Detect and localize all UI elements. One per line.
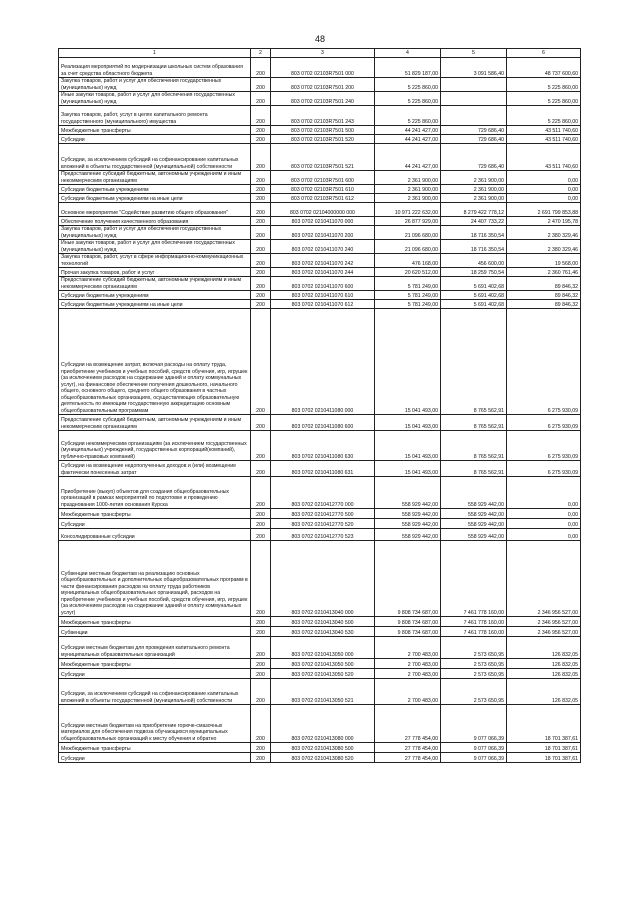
row-col6-value: 48 737 600,60 — [507, 58, 581, 78]
row-code-cell: 803 0702 0210411080 631 — [271, 461, 375, 477]
row-code-cell: 803 0702 02103R7501 240 — [271, 92, 375, 106]
row-col6-value: 2 346 956 527,00 — [507, 617, 581, 627]
row-col5-value — [441, 106, 507, 126]
row-code-cell: 803 0702 0210411070 200 — [271, 226, 375, 240]
row-col6-value: 43 511 740,60 — [507, 135, 581, 144]
row-col4-value: 558 929 442,00 — [375, 477, 441, 509]
row-col5-value: 2 573 650,95 — [441, 669, 507, 679]
row-code-cell: 803 0702 0210411080 600 — [271, 415, 375, 431]
row-r-cell: 200 — [251, 106, 271, 126]
row-code-cell: 803 0702 02103R7501 610 — [271, 185, 375, 194]
row-col4-value: 51 829 187,00 — [375, 58, 441, 78]
row-code-cell: 803 0702 0210413080 520 — [271, 753, 375, 763]
row-col4-value: 15 041 493,00 — [375, 415, 441, 431]
row-col4-value: 2 700 483,00 — [375, 637, 441, 659]
row-col6-value: 43 511 740,60 — [507, 126, 581, 135]
row-col5-value — [441, 92, 507, 106]
table-row — [59, 268, 581, 277]
table-row — [59, 185, 581, 194]
row-r-cell: 200 — [251, 217, 271, 226]
row-name-cell: Межбюджетные трансферты — [59, 743, 251, 753]
page-number: 48 — [314, 34, 325, 44]
row-col4-value: 15 041 493,00 — [375, 461, 441, 477]
row-name-cell: Закупка товаров, работ, услуг в целях капитального ремонта государственного (муниципального) имущества — [59, 106, 251, 126]
row-col6-value: 43 511 740,60 — [507, 144, 581, 171]
row-r-cell: 200 — [251, 240, 271, 254]
row-r-cell: 200 — [251, 309, 271, 415]
row-col4-value: 5 781 249,00 — [375, 300, 441, 309]
row-r-cell: 200 — [251, 541, 271, 617]
row-r-cell: 200 — [251, 477, 271, 509]
table-row — [59, 240, 581, 254]
row-col6-value: 0,00 — [507, 529, 581, 541]
row-r-cell: 200 — [251, 194, 271, 203]
row-name-cell: Межбюджетные трансферты — [59, 126, 251, 135]
row-r-cell: 200 — [251, 659, 271, 669]
column-header: 1 — [59, 49, 251, 58]
row-col4-value: 9 808 734 687,00 — [375, 617, 441, 627]
row-code-cell: 803 0702 0210412770 500 — [271, 509, 375, 519]
row-name-cell: Субсидии на возмещение недополученных доходов и (или) возмещение фактически понесенных затрат — [59, 461, 251, 477]
row-col6-value: 5 225 860,00 — [507, 106, 581, 126]
row-r-cell: 200 — [251, 277, 271, 291]
row-col5-value: 7 461 778 160,00 — [441, 617, 507, 627]
budget-table — [58, 48, 581, 763]
row-code-cell: 803 0702 0210413040 000 — [271, 541, 375, 617]
row-col4-value: 10 971 222 632,00 — [375, 203, 441, 217]
row-name-cell: Предоставление субсидий бюджетным, автономным учреждениям и иным некоммерческим организациям — [59, 277, 251, 291]
row-col6-value: 89 846,32 — [507, 277, 581, 291]
row-col6-value: 0,00 — [507, 519, 581, 529]
row-name-cell: Субсидии бюджетным учреждениям на иные цели — [59, 300, 251, 309]
row-col4-value: 5 781 249,00 — [375, 291, 441, 300]
row-r-cell: 200 — [251, 753, 271, 763]
row-code-cell: 803 0702 0210411070 610 — [271, 291, 375, 300]
row-col5-value: 24 407 733,22 — [441, 217, 507, 226]
row-r-cell: 200 — [251, 135, 271, 144]
row-col4-value: 15 041 493,00 — [375, 431, 441, 461]
row-r-cell: 200 — [251, 669, 271, 679]
row-col5-value: 729 686,40 — [441, 144, 507, 171]
row-name-cell: Обеспечение получения качественного образования — [59, 217, 251, 226]
row-r-cell: 200 — [251, 203, 271, 217]
row-name-cell: Основное мероприятие "Содействие развитию общего образования" — [59, 203, 251, 217]
row-col5-value: 2 573 650,95 — [441, 637, 507, 659]
table-row — [59, 277, 581, 291]
row-col4-value: 558 929 442,00 — [375, 529, 441, 541]
row-r-cell: 200 — [251, 291, 271, 300]
row-col4-value: 26 877 929,00 — [375, 217, 441, 226]
row-col4-value: 2 700 483,00 — [375, 679, 441, 705]
row-code-cell: 803 0702 02103R7501 612 — [271, 194, 375, 203]
column-header: 5 — [441, 49, 507, 58]
row-col6-value: 6 275 930,09 — [507, 431, 581, 461]
table-row — [59, 203, 581, 217]
row-code-cell: 803 0702 0210411070 600 — [271, 277, 375, 291]
row-col6-value: 6 275 930,09 — [507, 309, 581, 415]
row-col4-value: 558 929 442,00 — [375, 519, 441, 529]
row-col5-value: 2 361 900,00 — [441, 171, 507, 185]
table-row — [59, 431, 581, 461]
row-col5-value: 558 929 442,00 — [441, 509, 507, 519]
row-name-cell: Предоставление субсидий бюджетным, автономным учреждениям и иным некоммерческим организациям — [59, 171, 251, 185]
row-col4-value: 27 778 454,00 — [375, 705, 441, 743]
row-code-cell: 803 0702 02103R7501 500 — [271, 126, 375, 135]
table-row — [59, 679, 581, 705]
row-r-cell: 200 — [251, 617, 271, 627]
row-col4-value: 21 096 680,00 — [375, 240, 441, 254]
row-r-cell: 200 — [251, 126, 271, 135]
row-r-cell: 200 — [251, 637, 271, 659]
row-col6-value: 0,00 — [507, 194, 581, 203]
row-col6-value: 2 380 329,46 — [507, 226, 581, 240]
table-row — [59, 637, 581, 659]
row-col5-value: 456 600,00 — [441, 254, 507, 268]
row-col5-value: 729 686,40 — [441, 126, 507, 135]
row-col4-value: 2 361 900,00 — [375, 185, 441, 194]
row-code-cell: 803 0702 02103R7501 521 — [271, 144, 375, 171]
row-r-cell: 200 — [251, 171, 271, 185]
row-name-cell: Субсидии — [59, 519, 251, 529]
table-row — [59, 300, 581, 309]
row-code-cell: 803 0702 0210413080 500 — [271, 743, 375, 753]
row-col6-value: 0,00 — [507, 171, 581, 185]
row-name-cell: Субсидии — [59, 669, 251, 679]
row-name-cell: Субсидии, за исключением субсидий на софинансирование капитальных вложений в объекты государственной (муниципальной) собственности — [59, 679, 251, 705]
row-name-cell: Прочая закупка товаров, работ и услуг — [59, 268, 251, 277]
table-row — [59, 291, 581, 300]
row-col4-value: 2 361 900,00 — [375, 194, 441, 203]
row-code-cell: 803 0702 0210411070 000 — [271, 217, 375, 226]
row-code-cell: 803 0702 02103R7501 000 — [271, 58, 375, 78]
table-row — [59, 78, 581, 92]
row-col6-value: 2 380 329,46 — [507, 240, 581, 254]
row-code-cell: 803 0702 0210411070 612 — [271, 300, 375, 309]
row-code-cell: 803 0702 02103R7501 200 — [271, 78, 375, 92]
table-row — [59, 519, 581, 529]
row-code-cell: 803 0702 0210413080 000 — [271, 705, 375, 743]
row-name-cell: Субсидии местным бюджетам на приобретение горюче-смазочных материалов для обеспечения подвоза обучающихся муниципальных общеобразовательных организаций к месту обучения и обратно — [59, 705, 251, 743]
table-row — [59, 126, 581, 135]
row-name-cell: Субсидии некоммерческим организациям (за исключением государственных (муниципальных) учреждений, государственных корпораций(компаний), публично-правовых компаний) — [59, 431, 251, 461]
row-r-cell: 200 — [251, 519, 271, 529]
column-header: 6 — [507, 49, 581, 58]
row-r-cell: 200 — [251, 679, 271, 705]
row-r-cell: 200 — [251, 415, 271, 431]
table-row — [59, 254, 581, 268]
row-col5-value: 5 691 402,68 — [441, 277, 507, 291]
row-col4-value: 20 620 512,00 — [375, 268, 441, 277]
row-r-cell: 200 — [251, 254, 271, 268]
row-col5-value: 9 077 066,39 — [441, 743, 507, 753]
row-col5-value: 2 573 650,95 — [441, 679, 507, 705]
row-col6-value: 126 832,05 — [507, 659, 581, 669]
row-col6-value: 19 568,00 — [507, 254, 581, 268]
table-row — [59, 743, 581, 753]
row-col6-value: 0,00 — [507, 185, 581, 194]
row-r-cell: 200 — [251, 431, 271, 461]
row-col5-value: 5 691 402,68 — [441, 300, 507, 309]
row-col6-value: 5 225 860,00 — [507, 78, 581, 92]
row-col6-value: 89 846,32 — [507, 291, 581, 300]
row-code-cell: 803 0702 0210413050 521 — [271, 679, 375, 705]
row-col6-value: 18 701 387,61 — [507, 753, 581, 763]
row-name-cell: Субсидии бюджетным учреждениям на иные цели — [59, 194, 251, 203]
row-col6-value: 2 470 195,78 — [507, 217, 581, 226]
row-code-cell: 803 0702 0210413040 500 — [271, 617, 375, 627]
table-row — [59, 415, 581, 431]
table-row — [59, 627, 581, 637]
row-r-cell: 200 — [251, 461, 271, 477]
row-name-cell: Закупка товаров, работ и услуг для обеспечения государственных (муниципальных) нужд — [59, 78, 251, 92]
row-r-cell: 200 — [251, 705, 271, 743]
row-col5-value — [441, 78, 507, 92]
row-col6-value: 18 701 387,61 — [507, 743, 581, 753]
row-col5-value: 8 765 562,91 — [441, 431, 507, 461]
row-col6-value: 18 701 387,61 — [507, 705, 581, 743]
row-code-cell: 803 0702 0210413050 520 — [271, 669, 375, 679]
row-r-cell: 200 — [251, 529, 271, 541]
row-col5-value: 8 765 562,91 — [441, 415, 507, 431]
table-row — [59, 705, 581, 743]
row-col5-value: 18 716 350,54 — [441, 226, 507, 240]
row-r-cell: 200 — [251, 743, 271, 753]
row-name-cell: Межбюджетные трансферты — [59, 509, 251, 519]
row-name-cell: Предоставление субсидий бюджетным, автономным учреждениям и иным некоммерческим организациям — [59, 415, 251, 431]
row-col4-value: 2 700 483,00 — [375, 669, 441, 679]
row-r-cell: 200 — [251, 92, 271, 106]
row-col4-value: 44 241 427,00 — [375, 135, 441, 144]
table-row — [59, 461, 581, 477]
row-code-cell: 803 0702 0210411070 244 — [271, 268, 375, 277]
row-name-cell: Субсидии — [59, 135, 251, 144]
row-col6-value: 2 360 761,46 — [507, 268, 581, 277]
row-r-cell: 200 — [251, 185, 271, 194]
row-code-cell: 803 0702 0210412770 000 — [271, 477, 375, 509]
column-header: 4 — [375, 49, 441, 58]
row-r-cell: 200 — [251, 58, 271, 78]
row-name-cell: Межбюджетные трансферты — [59, 659, 251, 669]
row-code-cell: 803 0702 0210412770 520 — [271, 519, 375, 529]
table-row — [59, 226, 581, 240]
row-code-cell: 803 0702 0210411080 000 — [271, 309, 375, 415]
table-row — [59, 541, 581, 617]
row-col6-value: 0,00 — [507, 477, 581, 509]
row-col5-value: 8 765 562,91 — [441, 309, 507, 415]
row-col5-value: 729 686,40 — [441, 135, 507, 144]
row-col6-value: 6 275 930,09 — [507, 415, 581, 431]
row-r-cell: 200 — [251, 627, 271, 637]
row-col5-value: 558 929 442,00 — [441, 477, 507, 509]
row-name-cell: Субсидии бюджетным учреждениям — [59, 185, 251, 194]
row-name-cell: Иные закупки товаров, работ и услуг для обеспечения государственных (муниципальных) нужд — [59, 92, 251, 106]
row-name-cell: Субсидии на возмещение затрат, включая расходы на оплату труда, приобретение учебников и учебных пособий, средств обучения, игр, игрушек (за исключением расходов на содержание зданий и оплату коммунальных услуг), на финансовое обеспечение получения дошкольного, начального общего, основного общего, среднего общего образования в частных общеобразовательных организациях, осуществляющих образовательную деятельность по имеющим государственную аккредитацию основным общеобразовательным программам — [59, 309, 251, 415]
row-r-cell: 200 — [251, 509, 271, 519]
row-col4-value: 5 225 860,00 — [375, 106, 441, 126]
row-col6-value: 2 346 956 527,00 — [507, 627, 581, 637]
row-col6-value: 6 275 930,09 — [507, 461, 581, 477]
row-col5-value: 8 765 562,91 — [441, 461, 507, 477]
row-name-cell: Субсидии местным бюджетам для проведения капитального ремонта муниципальных образовательных организаций — [59, 637, 251, 659]
row-col5-value: 9 077 066,39 — [441, 705, 507, 743]
row-code-cell: 803 0702 0210413050 500 — [271, 659, 375, 669]
row-col5-value: 2 573 650,95 — [441, 659, 507, 669]
row-col4-value: 5 225 860,00 — [375, 78, 441, 92]
row-col5-value: 3 091 586,40 — [441, 58, 507, 78]
row-code-cell: 803 0702 0210413050 000 — [271, 637, 375, 659]
column-header: 2 — [251, 49, 271, 58]
row-name-cell: Межбюджетные трансферты — [59, 617, 251, 627]
row-name-cell: Закупка товаров, работ, услуг в сфере информационно-коммуникационных технологий — [59, 254, 251, 268]
row-col5-value: 7 461 778 160,00 — [441, 627, 507, 637]
row-code-cell: 803 0702 0210412770 523 — [271, 529, 375, 541]
row-col5-value: 5 691 402,68 — [441, 291, 507, 300]
table-row — [59, 144, 581, 171]
row-code-cell: 803 0702 0210411070 240 — [271, 240, 375, 254]
row-name-cell: Субвенции — [59, 627, 251, 637]
row-col4-value: 44 241 427,00 — [375, 126, 441, 135]
row-name-cell: Субсидии, за исключением субсидий на софинансирование капитальных вложений в объекты государственной (муниципальной) собственности — [59, 144, 251, 171]
row-name-cell: Закупка товаров, работ и услуг для обеспечения государственных (муниципальных) нужд — [59, 226, 251, 240]
row-name-cell: Субвенции местным бюджетам на реализацию основных общеобразовательных и дополнительных общеобразовательных программ в части финансирования расходов на оплату труда работников муниципальных общеобразовательных организаций, расходов на приобретение учебников и учебных пособий, средств обучения, игр, игрушек (за исключением расходов на содержание зданий и оплату коммунальных услуг) — [59, 541, 251, 617]
table-row — [59, 106, 581, 126]
row-col4-value: 2 700 483,00 — [375, 659, 441, 669]
table-row — [59, 58, 581, 78]
row-code-cell: 803 0702 02104000000 000 — [271, 203, 375, 217]
table-row — [59, 669, 581, 679]
table-row — [59, 135, 581, 144]
row-code-cell: 803 0702 0210411070 242 — [271, 254, 375, 268]
row-col4-value: 5 225 860,00 — [375, 92, 441, 106]
row-col4-value: 558 929 442,00 — [375, 509, 441, 519]
row-r-cell: 200 — [251, 78, 271, 92]
row-col4-value: 9 808 734 687,00 — [375, 627, 441, 637]
table-row — [59, 659, 581, 669]
row-r-cell: 200 — [251, 226, 271, 240]
row-code-cell: 803 0702 0210411080 630 — [271, 431, 375, 461]
row-r-cell: 200 — [251, 144, 271, 171]
row-name-cell: Реализация мероприятий по модернизации школьных систем образования за счет средства областного бюджета — [59, 58, 251, 78]
column-header: 3 — [271, 49, 375, 58]
row-col4-value: 27 778 454,00 — [375, 743, 441, 753]
row-col5-value: 18 716 350,54 — [441, 240, 507, 254]
row-code-cell: 803 0702 0210413040 530 — [271, 627, 375, 637]
row-col6-value: 126 832,05 — [507, 679, 581, 705]
row-name-cell: Иные закупки товаров, работ и услуг для обеспечения государственных (муниципальных) нужд — [59, 240, 251, 254]
row-col6-value: 126 832,05 — [507, 669, 581, 679]
row-col4-value: 15 041 493,00 — [375, 309, 441, 415]
row-col4-value: 27 778 454,00 — [375, 753, 441, 763]
row-col5-value: 2 361 900,00 — [441, 185, 507, 194]
row-col5-value: 558 929 442,00 — [441, 519, 507, 529]
table-row — [59, 529, 581, 541]
row-col6-value: 5 225 860,00 — [507, 92, 581, 106]
table-row — [59, 171, 581, 185]
table-row — [59, 309, 581, 415]
table-header-row — [59, 49, 581, 58]
row-col6-value: 2 346 956 527,00 — [507, 541, 581, 617]
table-row — [59, 92, 581, 106]
row-name-cell: Консолидированные субсидии — [59, 529, 251, 541]
row-col6-value: 2 691 799 853,88 — [507, 203, 581, 217]
row-name-cell: Субсидии — [59, 753, 251, 763]
row-col5-value: 558 929 442,00 — [441, 529, 507, 541]
table-row — [59, 477, 581, 509]
row-code-cell: 803 0702 02103R7501 520 — [271, 135, 375, 144]
row-col4-value: 2 361 900,00 — [375, 171, 441, 185]
row-r-cell: 200 — [251, 268, 271, 277]
table-row — [59, 509, 581, 519]
table-row — [59, 217, 581, 226]
row-code-cell: 803 0702 02103R7501 600 — [271, 171, 375, 185]
row-col5-value: 18 259 750,54 — [441, 268, 507, 277]
row-col6-value: 126 832,05 — [507, 637, 581, 659]
row-col5-value: 7 461 778 160,00 — [441, 541, 507, 617]
table-row — [59, 753, 581, 763]
row-name-cell: Субсидии бюджетным учреждениям — [59, 291, 251, 300]
table-row — [59, 194, 581, 203]
row-col4-value: 9 808 734 687,00 — [375, 541, 441, 617]
row-r-cell: 200 — [251, 300, 271, 309]
row-col6-value: 89 846,32 — [507, 300, 581, 309]
row-col4-value: 5 781 249,00 — [375, 277, 441, 291]
row-col6-value: 0,00 — [507, 509, 581, 519]
row-col4-value: 21 096 680,00 — [375, 226, 441, 240]
row-col5-value: 2 361 900,00 — [441, 194, 507, 203]
row-col5-value: 8 279 422 778,12 — [441, 203, 507, 217]
row-code-cell: 803 0702 02103R7501 243 — [271, 106, 375, 126]
row-name-cell: Приобретение (выкуп) объектов для создания общеобразовательных организаций в рамках мероприятий по подготовке и проведению празднования 1000-летия основания Курска — [59, 477, 251, 509]
row-col4-value: 476 168,00 — [375, 254, 441, 268]
table-row — [59, 617, 581, 627]
row-col5-value: 9 077 066,39 — [441, 753, 507, 763]
row-col4-value: 44 241 427,00 — [375, 144, 441, 171]
